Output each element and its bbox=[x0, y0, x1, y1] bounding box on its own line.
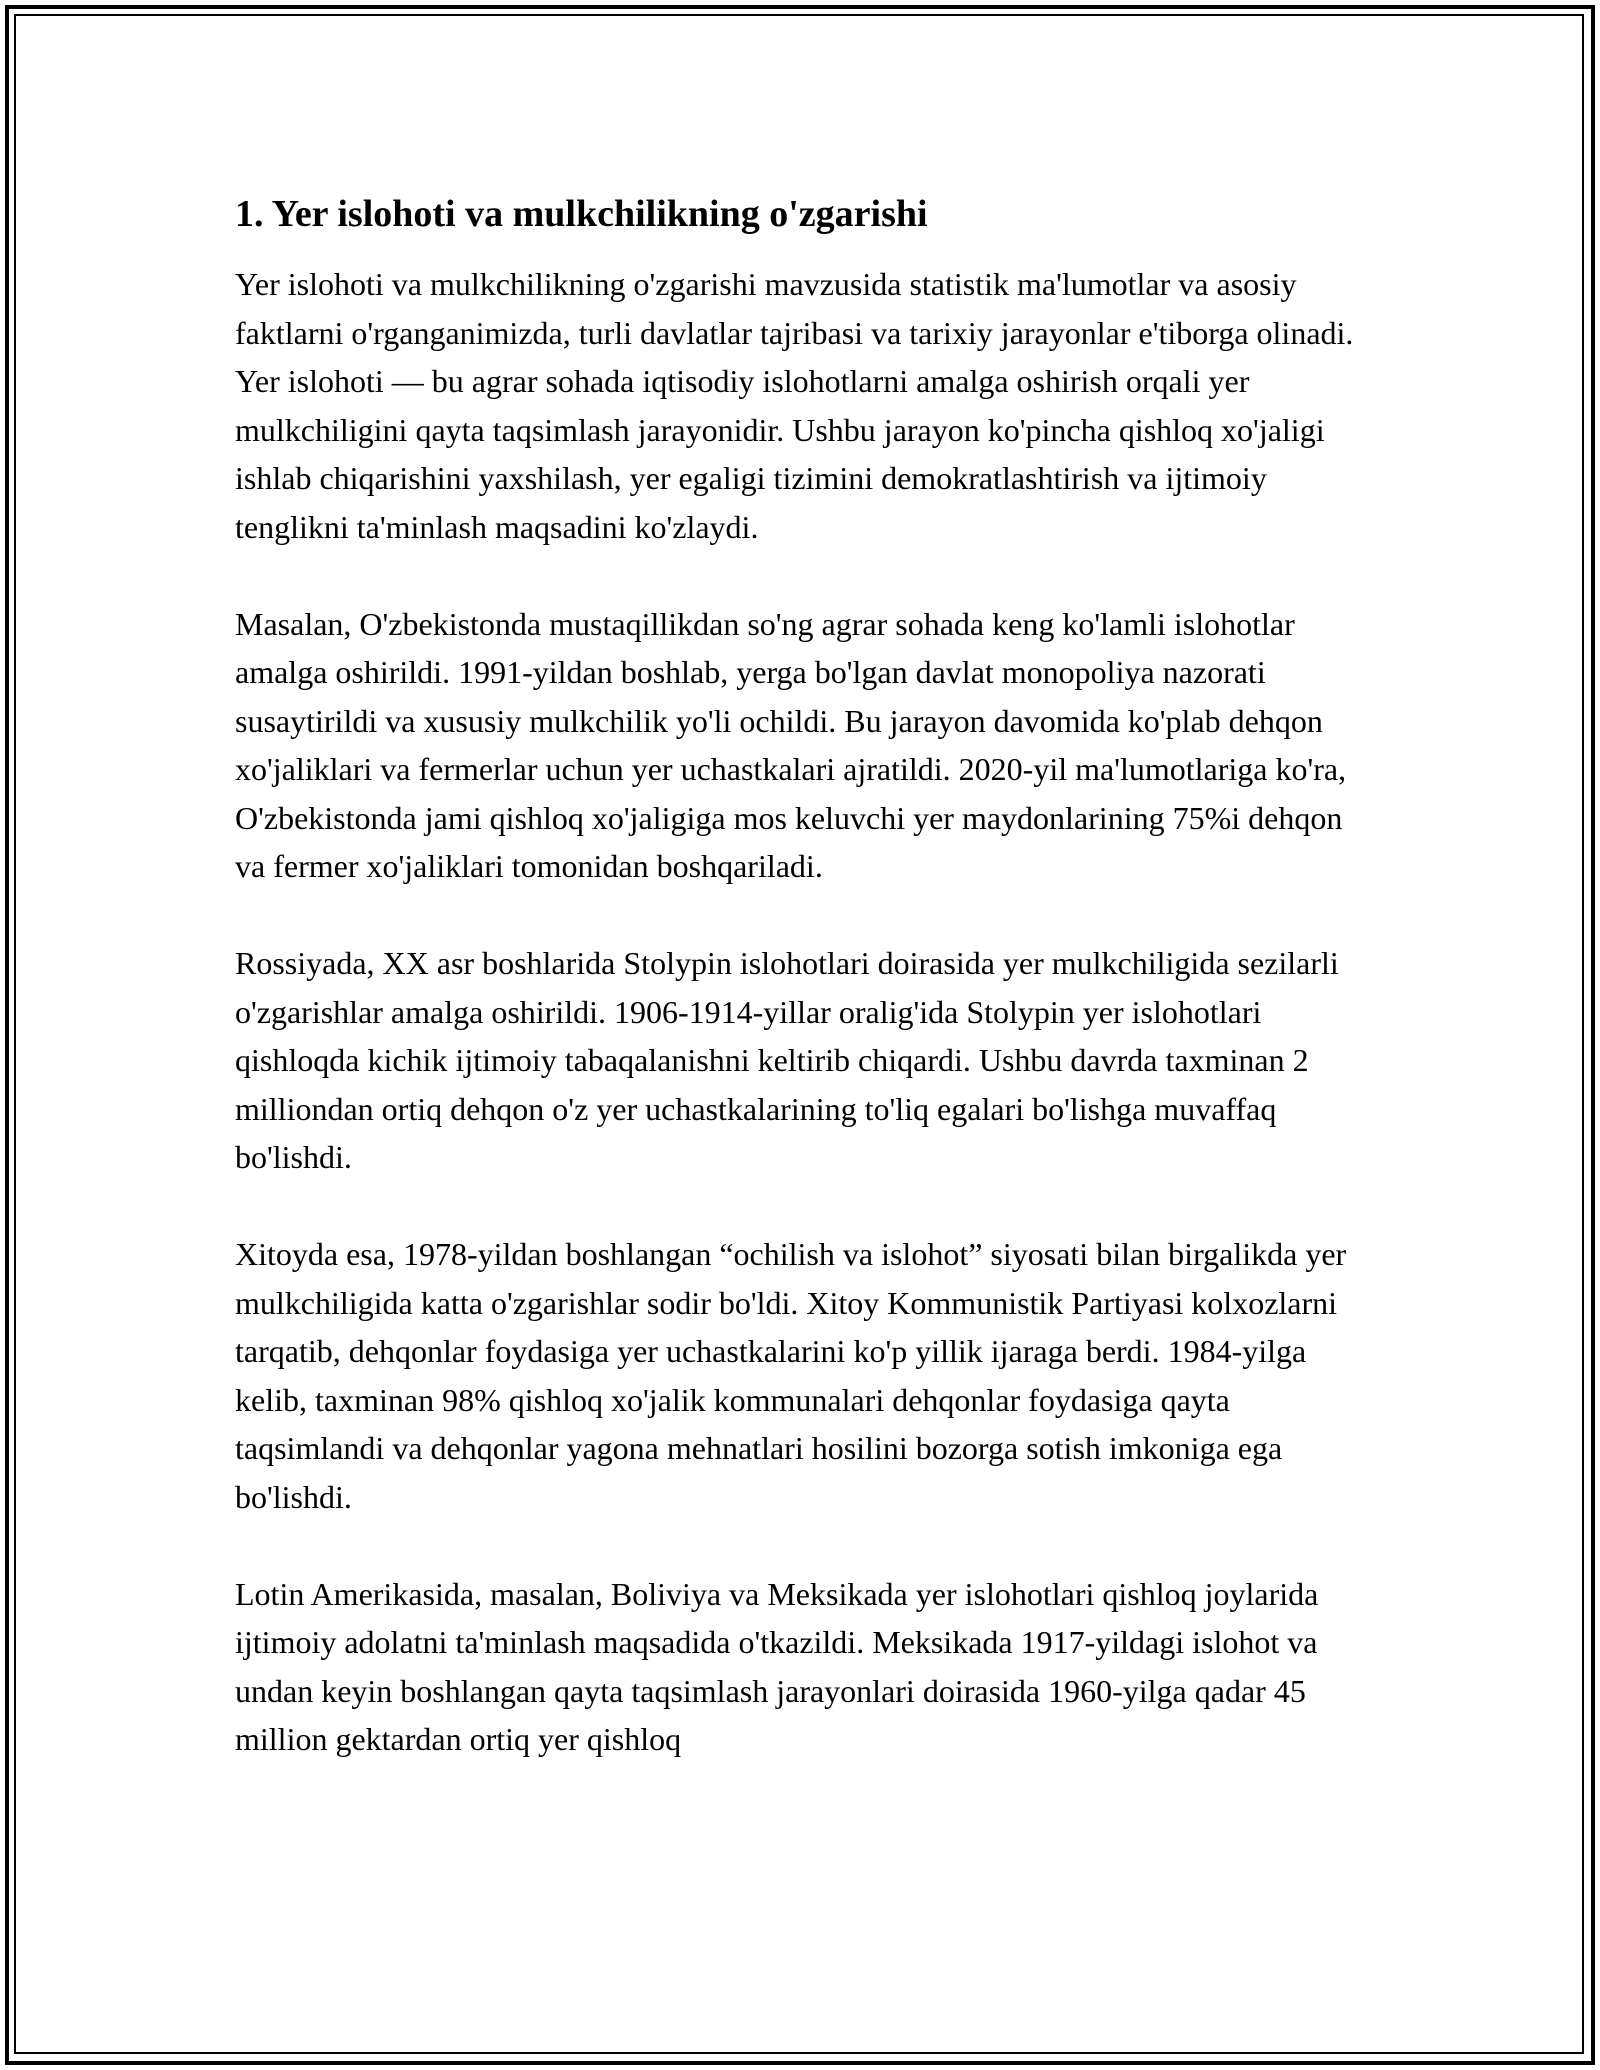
section-heading: 1. Yer islohoti va mulkchilikning o'zgarishi bbox=[235, 193, 928, 235]
document-body bbox=[235, 190, 1365, 1812]
paragraph-russia: Rossiyada, XX asr boshlarida Stolypin islohotlari doirasida yer mulkchiligida sezilarli o'zgarishlar amalga oshirildi. 1906-1914-yillar oralig'ida Stolypin yer islohotlari qishloqda kichik ijtimoiy tabaqalanishni keltirib chiqardi. Ushbu davrda taxminan 2 milliondan ortiq dehqon o'z yer uchastkalarining to'liq egalari bo'lishga muvaffaq bo'lishdi. bbox=[235, 945, 1339, 1175]
paragraph-latin-america: Lotin Amerikasida, masalan, Boliviya va Meksikada yer islohotlari qishloq joylarida ijtimoiy adolatni ta'minlash maqsadida o'tkazildi. Meksikada 1917-yildagi islohot va undan keyin boshlangan qayta taqsimlash jarayonlari doirasida 1960-yilga qadar 45 million gektardan ortiq yer qishloq bbox=[235, 1575, 1319, 1757]
paragraph-china: Xitoyda esa, 1978-yildan boshlangan “ochilish va islohot” siyosati bilan birgalikda yer mulkchiligida katta o'zgarishlar sodir bo'ldi. Xitoy Kommunistik Partiyasi kolxozlarni tarqatib, dehqonlar foydasiga yer uchastkalarini ko'p yillik ijaraga berdi. 1984-yilga kelib, taxminan 98% qishloq xo'jalik kommunalari dehqonlar foydasiga qayta taqsimlandi va dehqonlar yagona mehnatlari hosilini bozorga sotish imkoniga ega bo'lishdi. bbox=[235, 1236, 1347, 1515]
paragraph-uzbekistan: Masalan, O'zbekistonda mustaqillikdan so'ng agrar sohada keng ko'lamli islohotlar amalga oshirildi. 1991-yildan boshlab, yerga bo'lgan davlat monopoliya nazorati susaytirildi va xususiy mulkchilik yo'li ochildi. Bu jarayon davomida ko'plab dehqon xo'jaliklari va fermerlar uchun yer uchastkalari ajratildi. 2020-yil ma'lumotlariga ko'ra, O'zbekistonda jami qishloq xo'jaligiga mos keluvchi yer maydonlarining 75%i dehqon va fermer xo'jaliklari tomonidan boshqariladi. bbox=[235, 605, 1347, 884]
paragraph-intro: Yer islohoti va mulkchilikning o'zgarishi mavzusida statistik ma'lumotlar va asosiy faktlarni o'rganganimizda, turli davlatlar tajribasi va tarixiy jarayonlar e'tiborga olinadi. Yer islohoti — bu agrar sohada iqtisodiy islohotlarni amalga oshirish orqali yer mulkchiligini qayta taqsimlash jarayonidir. Ushbu jarayon ko'pincha qishloq xo'jaligi ishlab chiqarishini yaxshilash, yer egaligi tizimini demokratlashtirish va ijtimoiy tenglikni ta'minlash maqsadini ko'zlaydi. bbox=[235, 266, 1354, 545]
